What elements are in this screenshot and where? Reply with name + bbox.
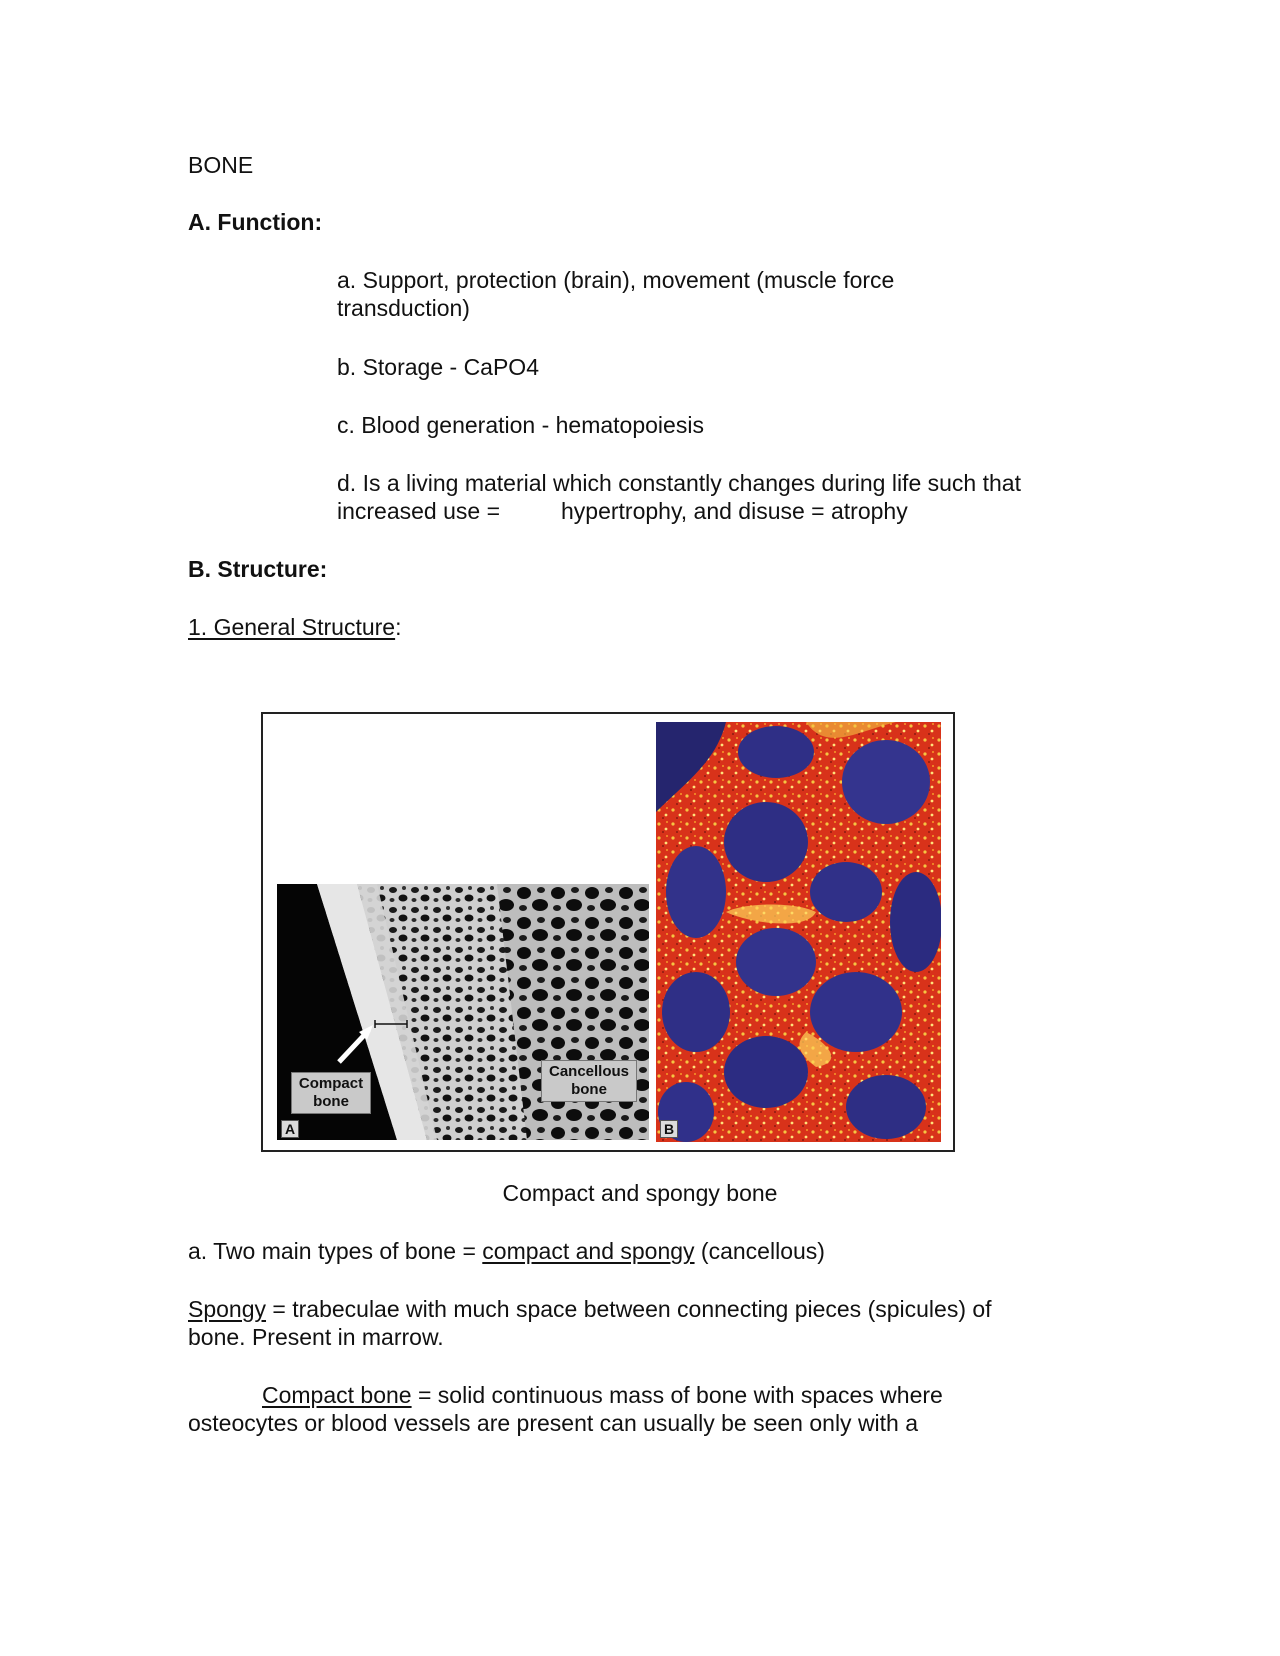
panel-a-micrograph [277, 884, 649, 1140]
compact-label-line2: bone [313, 1093, 349, 1110]
two-types-suffix: (cancellous) [694, 1238, 825, 1264]
function-item-a-line2: transduction) [337, 295, 470, 321]
general-structure-heading [188, 613, 402, 641]
figure-caption: Compact and spongy bone [502, 1180, 778, 1206]
panel-a-corner-label: A [281, 1120, 299, 1138]
panel-b-corner-label: B [660, 1120, 678, 1138]
cancellous-bone-label [541, 1060, 637, 1102]
compact-line1-text: = solid continuous mass of bone with spaces where [411, 1382, 943, 1408]
paragraph-compact-line1 [262, 1381, 943, 1409]
bone-figure [261, 712, 955, 1152]
paragraph-compact-line2: osteocytes or blood vessels are present can usually be seen only with a [188, 1410, 919, 1436]
paragraph-spongy-line1 [188, 1295, 992, 1323]
function-item-b: b. Storage - CaPO4 [337, 354, 539, 380]
cancellous-label-line1: Cancellous [548, 1063, 630, 1080]
two-types-underlined: compact and spongy [482, 1238, 695, 1264]
section-a-heading: A. Function: [188, 209, 323, 235]
paragraph-two-types [188, 1237, 825, 1265]
page-title: BONE [188, 152, 254, 178]
function-item-a-line1: a. Support, protection (brain), movement (muscle force [337, 267, 895, 293]
stained-trabeculae-image [656, 722, 941, 1142]
compact-label-line1: Compact [298, 1075, 364, 1092]
function-item-c: c. Blood generation - hematopoiesis [337, 412, 704, 438]
function-item-d-line2a: increased use = [337, 498, 501, 524]
compact-term: Compact bone [262, 1382, 412, 1408]
spongy-term: Spongy [188, 1296, 267, 1322]
section-b-heading: B. Structure: [188, 556, 328, 582]
general-structure-colon: : [395, 614, 402, 640]
function-item-d-line1: d. Is a living material which constantly changes during life such that [337, 470, 1021, 496]
general-structure-label: 1. General Structure [188, 614, 396, 640]
two-types-prefix: a. Two main types of bone = [188, 1238, 483, 1264]
function-item-d-line2b: hypertrophy, and disuse = atrophy [561, 498, 908, 524]
paragraph-spongy-line2: bone. Present in marrow. [188, 1324, 444, 1350]
cancellous-label-line2: bone [571, 1081, 607, 1098]
spongy-line1-text: = trabeculae with much space between connecting pieces (spicules) of [266, 1296, 992, 1322]
compact-bone-label [291, 1072, 371, 1114]
panel-b-stained-section [656, 722, 941, 1142]
